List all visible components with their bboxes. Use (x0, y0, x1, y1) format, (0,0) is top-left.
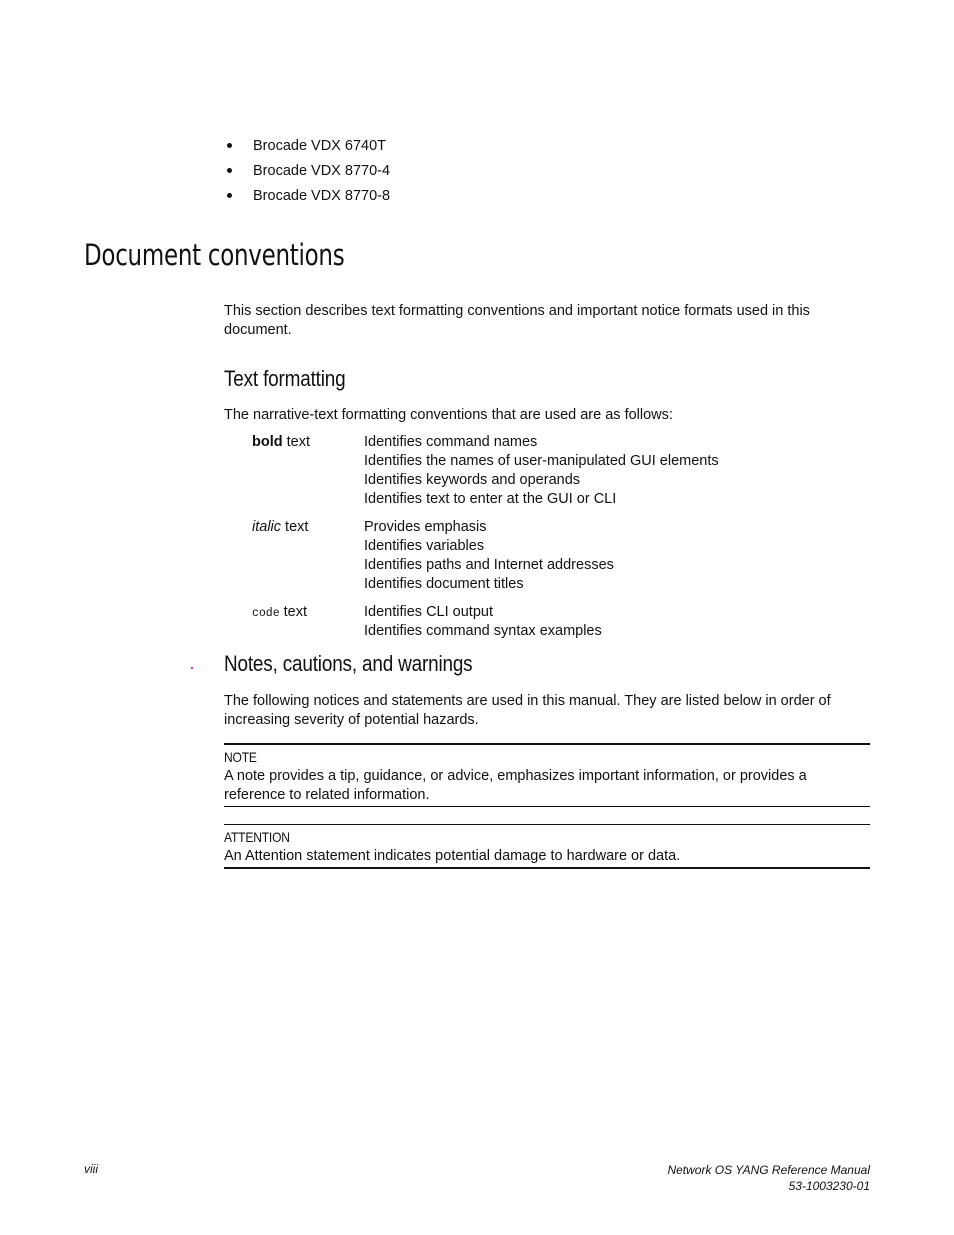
attention-label: ATTENTION (224, 829, 290, 845)
note-label: NOTE (224, 749, 257, 765)
note-block (224, 748, 870, 805)
term-code: code (252, 607, 280, 620)
device-list (224, 134, 390, 209)
subsection-title-text-formatting: Text formatting (224, 366, 346, 391)
attention-bottom-rule (224, 867, 870, 869)
page-number: viii (84, 1162, 98, 1176)
note-bottom-rule (224, 806, 870, 807)
note-top-rule (224, 743, 870, 745)
description-line: Identifies keywords and operands (364, 472, 581, 488)
attention-text: An Attention statement indicates potential damage to hardware or data. (224, 848, 681, 864)
convention-term (252, 518, 364, 594)
convention-term (252, 603, 364, 641)
table-row (252, 433, 719, 509)
list-item: Brocade VDX 8770-4 (224, 159, 390, 184)
description-line: Provides emphasis (364, 519, 487, 535)
term-suffix: text (281, 519, 309, 535)
section-intro: This section describes text formatting conventions and important notice formats used in this document. (224, 303, 810, 338)
doc-number: 53-1003230-01 (788, 1179, 870, 1193)
term-suffix: text (282, 434, 311, 450)
term-italic: italic (252, 519, 282, 535)
description-line: Identifies the names of user-manipulated GUI elements (364, 453, 719, 469)
description-line: Identifies document titles (364, 576, 524, 592)
convention-descriptions (364, 518, 719, 594)
description-line: Identifies command syntax examples (364, 623, 602, 639)
attention-top-rule (224, 824, 870, 825)
list-item: Brocade VDX 8770-8 (224, 184, 390, 209)
section-title: Document conventions (84, 238, 345, 272)
description-line: Identifies command names (364, 434, 538, 450)
footer-info (667, 1162, 870, 1194)
attention-block (224, 828, 870, 866)
manual-title: Network OS YANG Reference Manual (667, 1163, 870, 1177)
convention-descriptions (364, 603, 719, 641)
term-bold: bold (252, 434, 283, 450)
description-line: Identifies variables (364, 538, 485, 554)
description-line: Identifies paths and Internet addresses (364, 557, 614, 573)
text-formatting-intro: The narrative-text formatting conventions that are used are as follows: (224, 407, 673, 423)
convention-descriptions (364, 433, 719, 509)
conventions-table (252, 433, 719, 641)
convention-term (252, 433, 364, 509)
notes-intro: The following notices and statements are used in this manual. They are listed below in order of increasing severity of potential hazards. (224, 693, 831, 728)
table-row (252, 518, 719, 594)
term-suffix: text (279, 604, 308, 620)
description-line: Identifies text to enter at the GUI or CLI (364, 491, 617, 507)
change-marker (191, 667, 193, 669)
description-line: Identifies CLI output (364, 604, 493, 620)
note-text: A note provides a tip, guidance, or advice, emphasizes important information, or provides a reference to related information. (224, 768, 807, 803)
table-row (252, 603, 719, 641)
list-item: Brocade VDX 6740T (224, 134, 390, 159)
subsection-title-notes: Notes, cautions, and warnings (224, 651, 473, 676)
